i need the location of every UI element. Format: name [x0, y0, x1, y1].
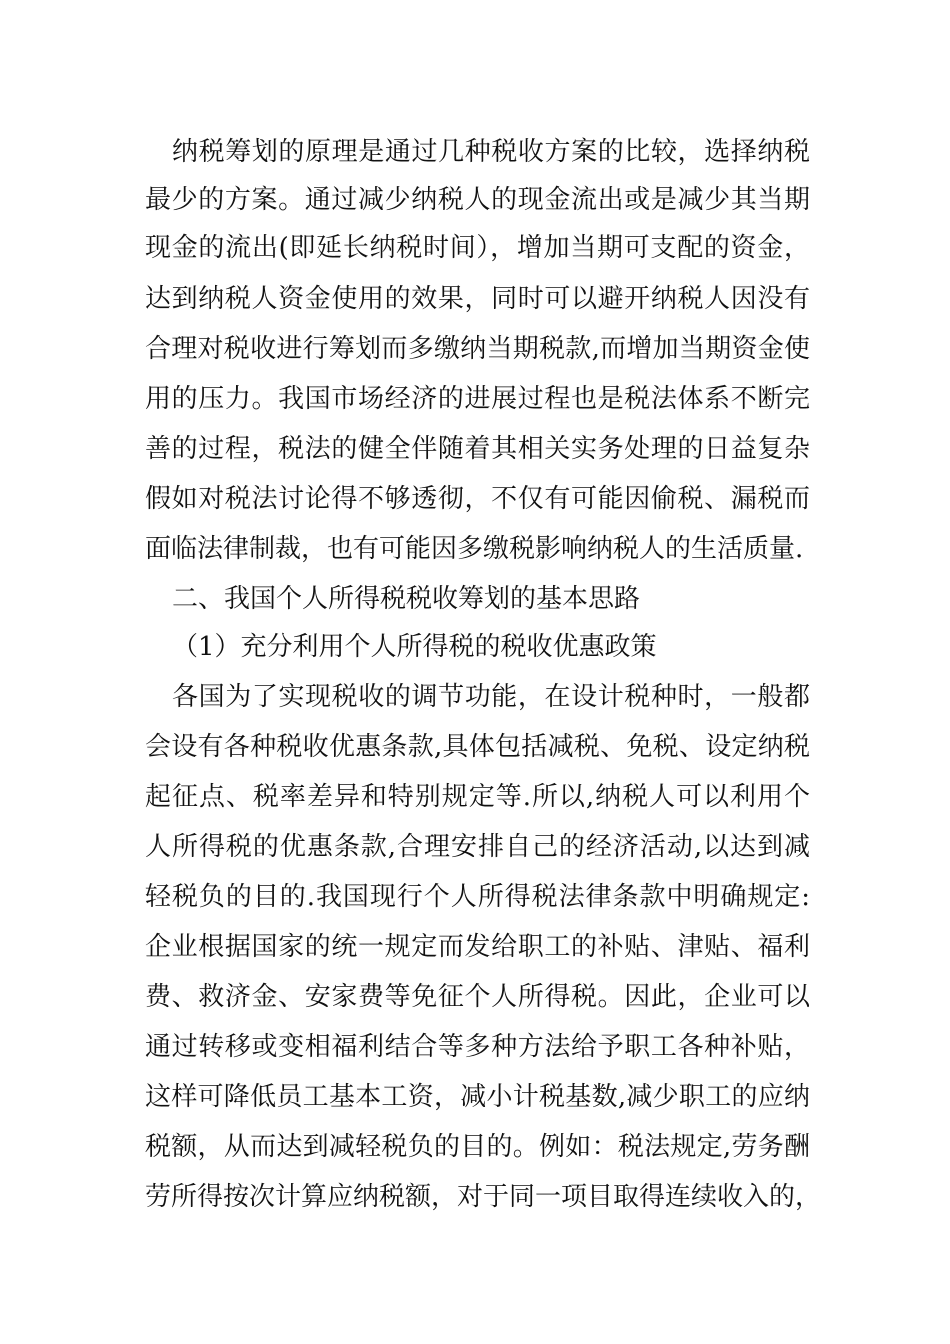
paragraph-2-line-1: 各国为了实现税收的调节功能，在设计税种时，一般都 — [172, 682, 810, 712]
paragraph-1-line-8: 假如对税法讨论得不够透彻，不仅有可能因偷税、漏税而 — [145, 484, 810, 514]
paragraph-2-line-8: 通过转移或变相福利结合等多种方法给予职工各种补贴， — [145, 1032, 810, 1062]
paragraph-1-line-1: 纳税筹划的原理是通过几种税收方案的比较，选择纳税 — [172, 137, 810, 167]
paragraph-2-line-5: 轻税负的目的.我国现行个人所得税法律条款中明确规定: — [145, 882, 810, 912]
paragraph-2-line-7: 费、救济金、安家费等免征个人所得税。因此，企业可以 — [145, 982, 810, 1012]
paragraph-1-line-3: 现金的流出(即延长纳税时间），增加当期可支配的资金， — [145, 233, 810, 263]
paragraph-1-line-7: 善的过程，税法的健全伴随着其相关实务处理的日益复杂 — [145, 434, 810, 464]
paragraph-2-line-2: 会设有各种税收优惠条款,具体包括减税、免税、设定纳税 — [145, 732, 810, 762]
section-heading: 二、我国个人所得税税收筹划的基本思路 — [172, 584, 641, 614]
paragraph-2-line-4: 人所得税的优惠条款,合理安排自己的经济活动,以达到减 — [145, 832, 810, 862]
paragraph-1-line-6: 用的压力。我国市场经济的进展过程也是税法体系不断完 — [145, 384, 810, 414]
paragraph-1-line-4: 达到纳税人资金使用的效果，同时可以避开纳税人因没有 — [145, 284, 810, 314]
paragraph-2-line-10: 税额，从而达到减轻税负的目的。例如：税法规定,劳务酬 — [145, 1132, 810, 1162]
paragraph-1-line-5: 合理对税收进行筹划而多缴纳当期税款,而增加当期资金使 — [145, 334, 810, 364]
paragraph-1-line-9: 面临法律制裁，也有可能因多缴税影响纳税人的生活质量. — [145, 534, 804, 564]
section-subheading: （1）充分利用个人所得税的税收优惠政策 — [172, 632, 657, 662]
paragraph-2-line-3: 起征点、税率差异和特别规定等.所以,纳税人可以利用个 — [145, 782, 810, 812]
paragraph-2-line-6: 企业根据国家的统一规定而发给职工的补贴、津贴、福利 — [145, 932, 810, 962]
paragraph-2-line-11: 劳所得按次计算应纳税额，对于同一项目取得连续收入的， — [145, 1182, 822, 1212]
paragraph-2-line-9: 这样可降低员工基本工资，减小计税基数,减少职工的应纳 — [145, 1082, 810, 1112]
paragraph-1-line-2: 最少的方案。通过减少纳税人的现金流出或是减少其当期 — [145, 185, 810, 215]
